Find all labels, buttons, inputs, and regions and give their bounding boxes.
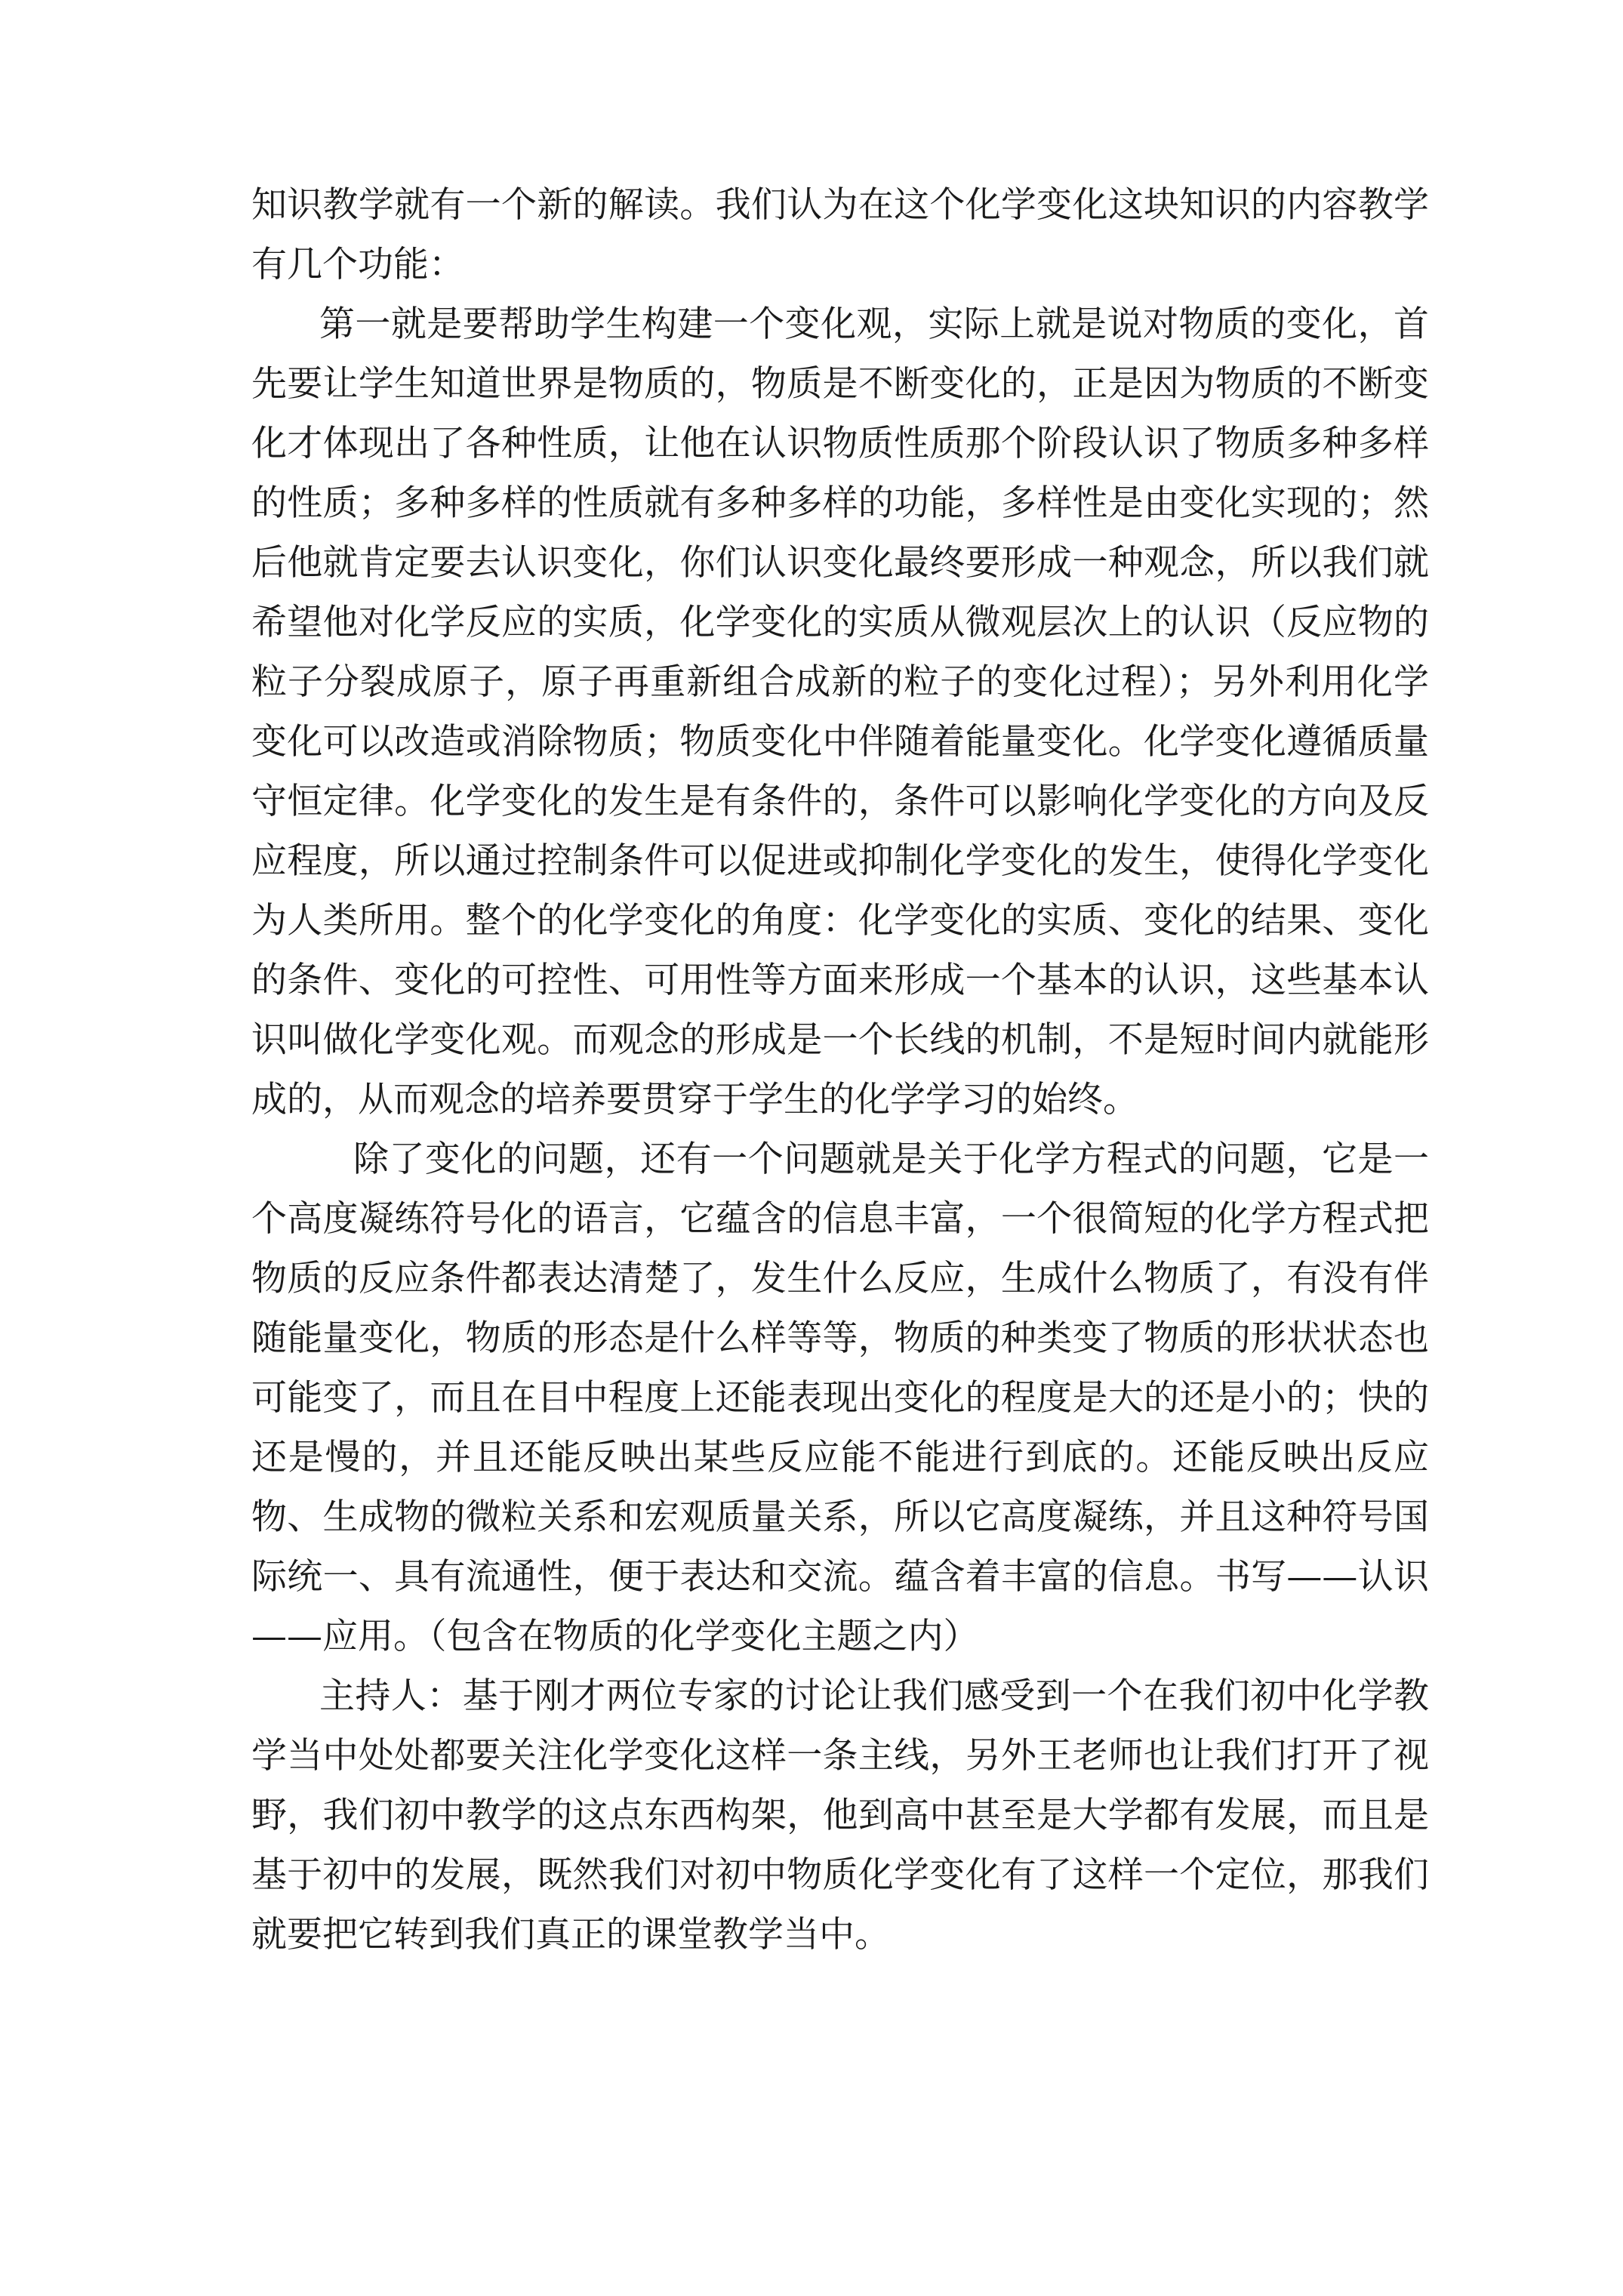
body-text <box>251 175 1429 1965</box>
paragraph-host-remarks <box>251 1666 1429 1965</box>
speaker-label: 主持人： <box>319 1675 463 1717</box>
paragraph-chemical-equation: 除了变化的问题，还有一个问题就是关于化学方程式的问题，它是一个高度凝练符号化的语言，它蕴含的信息丰富，一个很简短的化学方程式把物质的反应条件都表达清楚了，发生什么反应，生成什么物质了，有没有伴随能量变化，物质的形态是什么样等等，物质的种类变了物质的形状状态也可能变了，而且在目中程度上还能表现出变化的程度是大的还是小的；快的还是慢的，并且还能反映出某些反应能不能进行到底的。还能反映出反应物、生成物的微粒关系和宏观质量关系，所以它高度凝练，并且这种符号国际统一、具有流通性，便于表达和交流。蕴含着丰富的信息。书写——认识——应用。（包含在物质的化学变化主题之内） <box>251 1139 1429 1657</box>
host-remarks-text: 基于刚才两位专家的讨论让我们感受到一个在我们初中化学教学当中处处都要关注化学变化这样一条主线，另外王老师也让我们打开了视野，我们初中教学的这点东西构架，他到高中甚至是大学都有发展，而且是基于初中的发展，既然我们对初中物质化学变化有了这样一个定位，那我们就要把它转到我们真正的课堂教学当中。 <box>251 1675 1429 1955</box>
paragraph-continuation: 知识教学就有一个新的解读。我们认为在这个化学变化这块知识的内容教学有几个功能： <box>251 184 1429 285</box>
paragraph-change-concept: 第一就是要帮助学生构建一个变化观，实际上就是说对物质的变化，首先要让学生知道世界是物质的，物质是不断变化的，正是因为物质的不断变化才体现出了各种性质，让他在认识物质性质那个阶段认识了物质多种多样的性质；多种多样的性质就有多种多样的功能，多样性是由变化实现的；然后他就肯定要去认识变化，你们认识变化最终要形成一种观念，所以我们就希望他对化学反应的实质，化学变化的实质从微观层次上的认识（反应物的粒子分裂成原子，原子再重新组合成新的粒子的变化过程）；另外利用化学变化可以改造或消除物质；物质变化中伴随着能量变化。化学变化遵循质量守恒定律。化学变化的发生是有条件的，条件可以影响化学变化的方向及反应程度，所以通过控制条件可以促进或抑制化学变化的发生，使得化学变化为人类所用。整个的化学变化的角度：化学变化的实质、变化的结果、变化的条件、变化的可控性、可用性等方面来形成一个基本的认识，这些基本认识叫做化学变化观。而观念的形成是一个长线的机制，不是短时间内就能形成的，从而观念的培养要贯穿于学生的化学学习的始终。 <box>251 304 1429 1120</box>
